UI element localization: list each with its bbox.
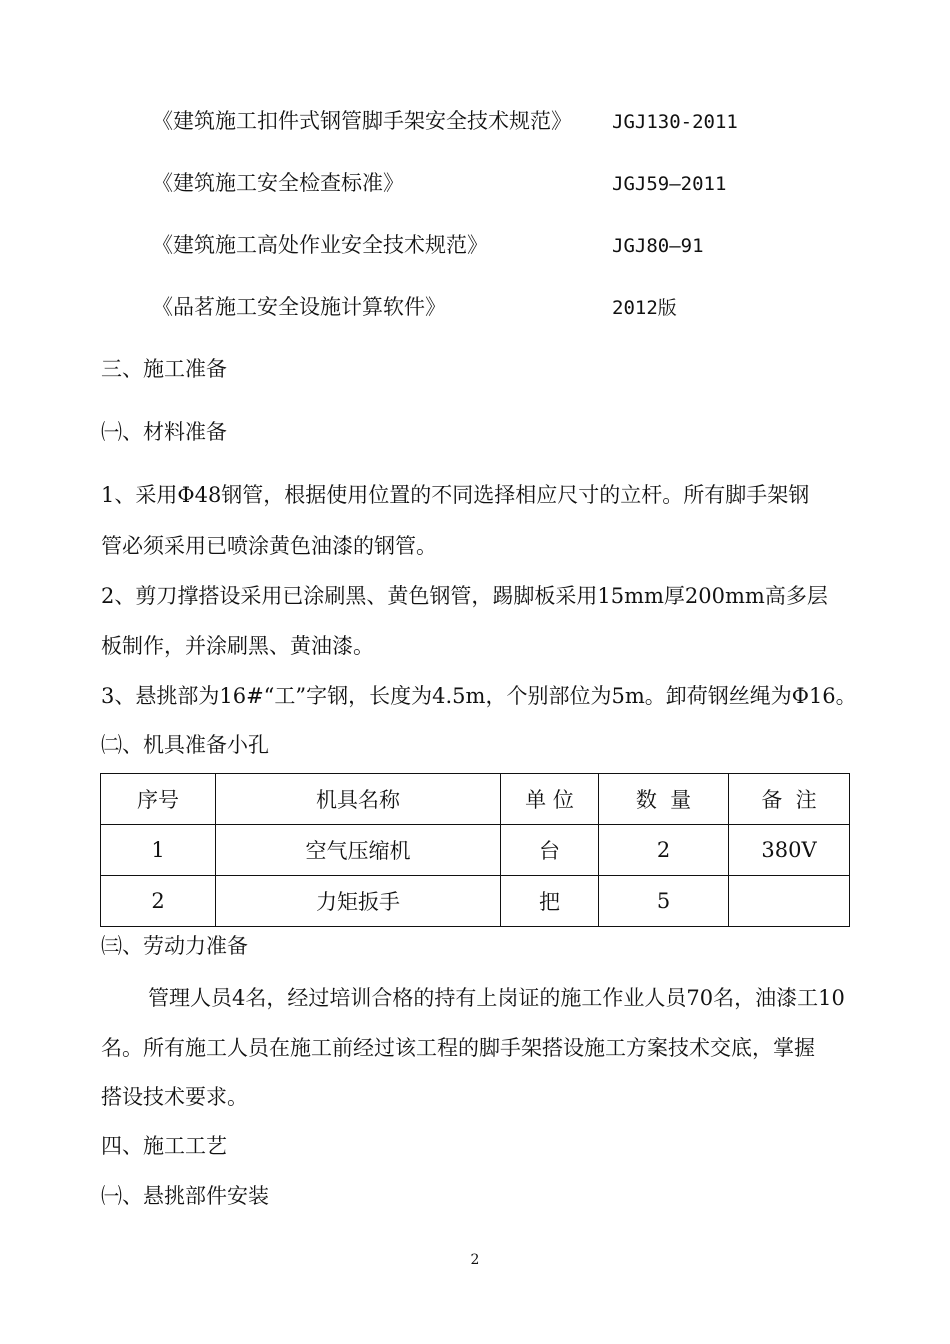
subsection-heading: ㈡、机具准备小孔 — [101, 733, 269, 757]
paragraph-line: 管理人员4名，经过培训合格的持有上岗证的施工作业人员70名，油漆工10 — [148, 986, 845, 1010]
standard-code: 2012版 — [612, 297, 677, 319]
table-header-cell: 机具名称 — [216, 774, 501, 825]
table-cell: 1 — [101, 825, 216, 876]
table-cell: 台 — [501, 825, 599, 876]
paragraph-line: 搭设技术要求。 — [101, 1085, 248, 1109]
table-cell — [729, 876, 850, 927]
standard-name: 《建筑施工高处作业安全技术规范》 — [152, 233, 488, 257]
standard-code: JGJ80—91 — [612, 235, 704, 257]
paragraph-line: 板制作，并涂刷黑、黄油漆。 — [101, 634, 374, 658]
table-cell: 把 — [501, 876, 599, 927]
table-header-cell: 序号 — [101, 774, 216, 825]
standard-name: 《品茗施工安全设施计算软件》 — [152, 295, 446, 319]
standard-code: JGJ130-2011 — [612, 111, 738, 133]
table-cell: 5 — [599, 876, 729, 927]
table-header-cell: 单 位 — [501, 774, 599, 825]
table-header-cell: 备 注 — [729, 774, 850, 825]
paragraph-line: 2、剪刀撑搭设采用已涂刷黑、黄色钢管，踢脚板采用15mm厚200mm高多层 — [101, 584, 828, 608]
standard-name: 《建筑施工安全检查标准》 — [152, 171, 404, 195]
table-cell: 2 — [599, 825, 729, 876]
page-number: 2 — [470, 1252, 480, 1268]
paragraph-line: 1、采用Φ48钢管，根据使用位置的不同选择相应尺寸的立杆。所有脚手架钢 — [101, 483, 810, 507]
section-heading: 三、施工准备 — [101, 357, 227, 381]
standard-code: JGJ59—2011 — [612, 173, 727, 195]
table-cell: 空气压缩机 — [216, 825, 501, 876]
table-header-cell: 数 量 — [599, 774, 729, 825]
section-heading: 四、施工工艺 — [101, 1134, 227, 1158]
table-header-row — [101, 774, 850, 825]
standard-name: 《建筑施工扣件式钢管脚手架安全技术规范》 — [152, 109, 572, 133]
paragraph-line: 名。所有施工人员在施工前经过该工程的脚手架搭设施工方案技术交底，掌握 — [101, 1036, 815, 1060]
table-cell: 380V — [729, 825, 850, 876]
table-row — [101, 825, 850, 876]
equipment-table — [100, 773, 850, 927]
table-cell: 力矩扳手 — [216, 876, 501, 927]
table-row — [101, 876, 850, 927]
paragraph-line: 管必须采用已喷涂黄色油漆的钢管。 — [101, 534, 437, 558]
subsection-heading: ㈢、劳动力准备 — [101, 934, 248, 958]
subsection-heading: ㈠、材料准备 — [101, 420, 227, 444]
table-cell: 2 — [101, 876, 216, 927]
subsection-heading: ㈠、悬挑部件安装 — [101, 1184, 269, 1208]
paragraph-line: 3、悬挑部为16#“工”字钢，长度为4.5m，个别部位为5m。卸荷钢丝绳为Φ16。 — [101, 684, 857, 708]
